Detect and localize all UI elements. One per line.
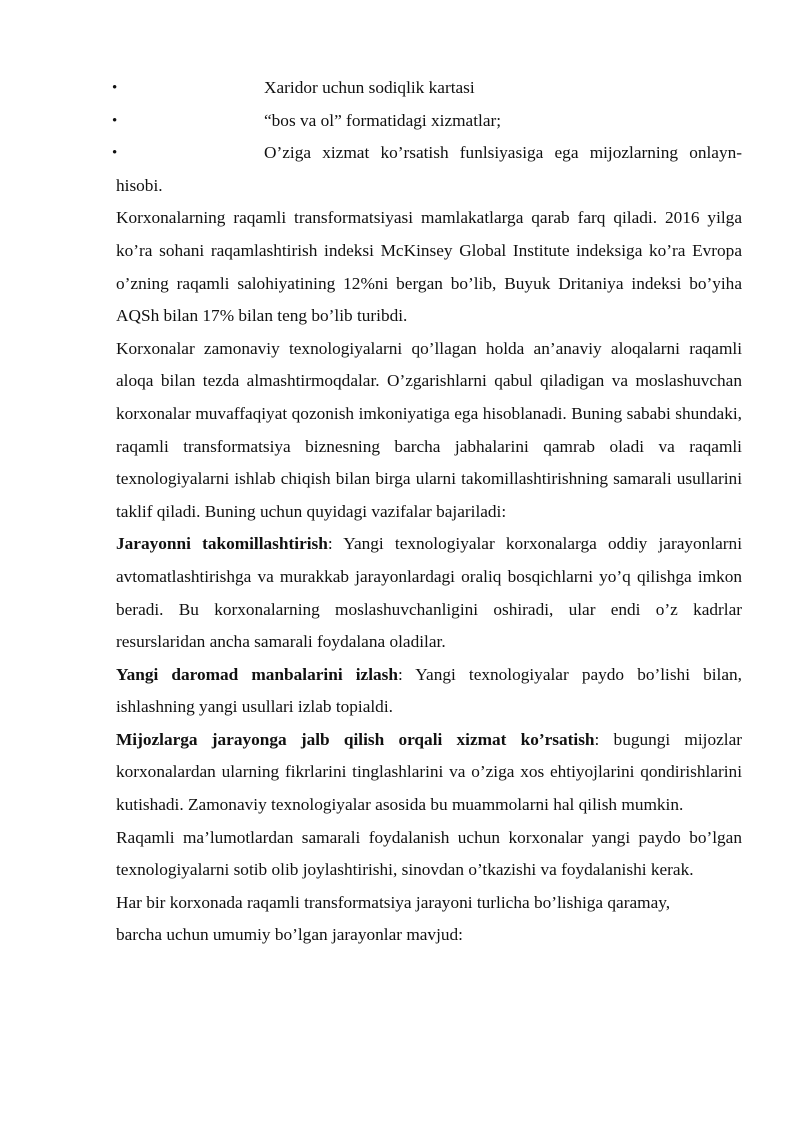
paragraph-new-revenue — [116, 659, 742, 724]
heading-new-revenue: Yangi daromad manbalarini izlash — [116, 664, 398, 684]
bullet-text: Xaridor uchun sodiqlik kartasi — [264, 78, 475, 97]
paragraph-line: barcha uchun umumiy bo’lgan jarayonlar mavjud: — [116, 925, 463, 945]
bullet-icon: • — [112, 112, 118, 129]
document-page — [112, 72, 742, 952]
paragraph-body: : bugungi mijozlar korxonalardan ularning fikrlarini tinglashlarini va o’ziga xos ehtiyojlarini qondirishlarini kutishadi. Zamonaviy texnologiyalar asosida bu muammolarni hal qilish mumkin. — [116, 729, 742, 815]
bullet-item — [112, 105, 742, 138]
bullet-item — [112, 137, 742, 170]
bullet-text: O’ziga xizmat ko’rsatish funlsiyasiga ega mijozlarning onlayn- — [264, 143, 742, 163]
bullet-continuation: hisobi. — [116, 175, 163, 195]
heading-customer-engagement: Mijozlarga jarayonga jalb qilish orqali xizmat ko’rsatish — [116, 729, 595, 749]
paragraph-process-improvement — [116, 528, 742, 658]
paragraph-common-processes — [116, 887, 742, 952]
paragraph-modern-technologies: Korxonalar zamonaviy texnologiyalarni qo’llagan holda an’anaviy aloqalarni raqamli aloqa bilan tezda almashtirmoqdalar. O’zgarishlarni qabul qiladigan va moslashuvchan korxonalar muvaffaqiyat qozonish imkoniyatiga ega hisoblanadi. Buning sababi shundaki, raqamli transformatsiya biznesning barcha jabhalarini qamrab oladi va raqamli texnologiyalarni ishlab chiqish bilan birga ularni takomillashtirishning samarali usullarini taklif qiladi. Buning uchun quyidagi vazifalar bajariladi: — [116, 338, 742, 521]
paragraph-body: : Yangi texnologiyalar paydo bo’lishi bilan, ishlashning yangi usullari izlab topialdi. — [116, 664, 742, 717]
paragraph-line: Har bir korxonada raqamli transformatsiya jarayoni turlicha bo’lishiga qaramay, — [116, 892, 671, 912]
bullet-icon: • — [112, 145, 118, 162]
paragraph-customer-engagement — [116, 724, 742, 822]
heading-process-improvement: Jarayonni takomillashtirish — [116, 534, 328, 554]
bullet-icon: • — [112, 80, 118, 96]
paragraph-body: : Yangi texnologiyalar korxonalarga oddiy jarayonlarni avtomatlashtirishga va murakkab jarayonlardagi oraliq bosqichlarni yo’q qilishga imkon beradi. Bu korxonalarning moslashuvchanligini oshiradi, ular endi o’z kadrlar resurslaridan ancha samarali foydalana oladilar. — [116, 534, 742, 652]
paragraph-digital-transformation-index: Korxonalarning raqamli transformatsiyasi mamlakatlarga qarab farq qiladi. 2016 yilga ko’ra sohani raqamlashtirish indeksi McKinsey Global Institute indeksiga ko’ra Evropa o’zning raqamli salohiyatining 12%ni bergan bo’lib, Buyuk Dritaniya indeksi bo’yiha AQSh bilan 17% bilan teng bo’lib turibdi. — [116, 208, 742, 326]
bullet-text: “bos va ol” formatidagi xizmatlar; — [264, 110, 502, 130]
bullet-item — [112, 72, 742, 105]
paragraph-data-usage: Raqamli ma’lumotlardan samarali foydalanish uchun korxonalar yangi paydo bo’lgan texnologiyalarni sotib olib joylashtirishi, sinovdan o’tkazishi va foydalanishi kerak. — [116, 827, 742, 880]
